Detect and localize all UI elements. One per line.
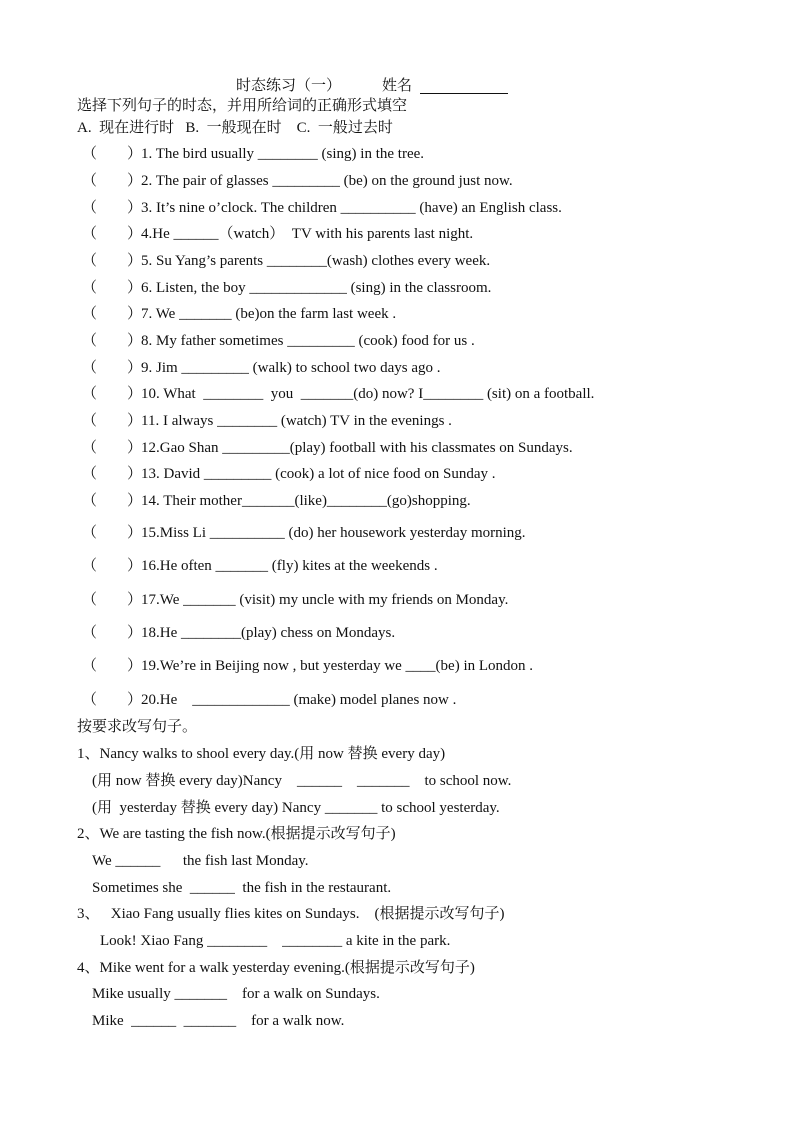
question-text: 10. What ________ you _______(do) now? I________ (sit) on a football.	[141, 386, 595, 402]
question-bracket[interactable]: （ ）	[82, 226, 143, 242]
question-text: 17.We _______ (visit) my uncle with my friends on Monday.	[141, 592, 509, 608]
rewrite-prompt: 1、Nancy walks to shool every day.(用 now 替换 every day)	[77, 746, 446, 762]
question-text: 8. My father sometimes _________ (cook) food for us .	[141, 333, 475, 349]
question-text: 1. The bird usually ________ (sing) in the tree.	[141, 146, 425, 162]
question-text: 19.We’re in Beijing now , but yesterday we ____(be) in London .	[141, 658, 534, 674]
question-bracket[interactable]: （ ）	[82, 333, 143, 349]
question-bracket[interactable]: （ ）	[82, 146, 143, 162]
question-bracket[interactable]: （ ）	[82, 658, 143, 674]
question-bracket[interactable]: （ ）	[82, 592, 143, 608]
question-bracket[interactable]: （ ）	[82, 280, 143, 296]
question-text: 20.He _____________ (make) model planes now .	[141, 692, 457, 708]
question-bracket[interactable]: （ ）	[82, 525, 143, 541]
question-text: 2. The pair of glasses _________ (be) on the ground just now.	[141, 173, 513, 189]
rewrite-answer-line[interactable]: Look! Xiao Fang ________ ________ a kite in the park.	[100, 933, 451, 949]
question-text: 16.He often _______ (fly) kites at the weekends .	[141, 558, 438, 574]
question-text: 9. Jim _________ (walk) to school two days ago .	[141, 360, 441, 376]
rewrite-answer-line[interactable]: (用 now 替换 every day)Nancy ______ _______ to school now.	[92, 773, 512, 789]
question-text: 4.He ______（watch） TV with his parents last night.	[141, 226, 474, 242]
rewrite-answer-line[interactable]: Mike usually _______ for a walk on Sundays.	[92, 986, 380, 1002]
question-bracket[interactable]: （ ）	[82, 306, 143, 322]
rewrite-answer-line[interactable]: (用 yesterday 替换 every day) Nancy _______ to school yesterday.	[92, 800, 500, 816]
question-text: 3. It’s nine o’clock. The children __________ (have) an English class.	[141, 200, 562, 216]
rewrite-prompt: 4、Mike went for a walk yesterday evening.(根据提示改写句子)	[77, 960, 475, 976]
question-bracket[interactable]: （ ）	[82, 253, 143, 269]
question-bracket[interactable]: （ ）	[82, 493, 143, 509]
question-text: 5. Su Yang’s parents ________(wash) clothes every week.	[141, 253, 491, 269]
question-text: 14. Their mother_______(like)________(go)shopping.	[141, 493, 471, 509]
question-bracket[interactable]: （ ）	[82, 558, 143, 574]
tense-options: A. 现在进行时 B. 一般现在时 C. 一般过去时	[77, 120, 393, 136]
question-text: 12.Gao Shan _________(play) football with his classmates on Sundays.	[141, 440, 573, 456]
question-text: 6. Listen, the boy _____________ (sing) in the classroom.	[141, 280, 492, 296]
question-text: 13. David _________ (cook) a lot of nice food on Sunday .	[141, 466, 496, 482]
question-text: 11. I always ________ (watch) TV in the evenings .	[141, 413, 452, 429]
question-bracket[interactable]: （ ）	[82, 440, 143, 456]
question-bracket[interactable]: （ ）	[82, 625, 143, 641]
rewrite-answer-line[interactable]: Mike ______ _______ for a walk now.	[92, 1013, 345, 1029]
question-bracket[interactable]: （ ）	[82, 386, 143, 402]
question-text: 15.Miss Li __________ (do) her housework yesterday morning.	[141, 525, 526, 541]
question-text: 18.He ________(play) chess on Mondays.	[141, 625, 396, 641]
question-bracket[interactable]: （ ）	[82, 466, 143, 482]
name-label: 姓名	[382, 78, 413, 94]
question-bracket[interactable]: （ ）	[82, 200, 143, 216]
question-bracket[interactable]: （ ）	[82, 413, 143, 429]
question-bracket[interactable]: （ ）	[82, 692, 143, 708]
rewrite-prompt: 3、 Xiao Fang usually flies kites on Sundays. (根据提示改写句子)	[77, 906, 505, 922]
name-blank[interactable]	[420, 93, 508, 94]
question-bracket[interactable]: （ ）	[82, 173, 143, 189]
rewrite-heading: 按要求改写句子。	[77, 719, 198, 735]
question-bracket[interactable]: （ ）	[82, 360, 143, 376]
worksheet-title: 时态练习（一）	[236, 78, 342, 94]
rewrite-prompt: 2、We are tasting the fish now.(根据提示改写句子)	[77, 826, 396, 842]
rewrite-answer-line[interactable]: We ______ the fish last Monday.	[92, 853, 309, 869]
instruction-line: 选择下列句子的时态，并用所给词的正确形式填空	[77, 98, 408, 114]
question-text: 7. We _______ (be)on the farm last week .	[141, 306, 397, 322]
rewrite-answer-line[interactable]: Sometimes she ______ the fish in the restaurant.	[92, 880, 392, 896]
